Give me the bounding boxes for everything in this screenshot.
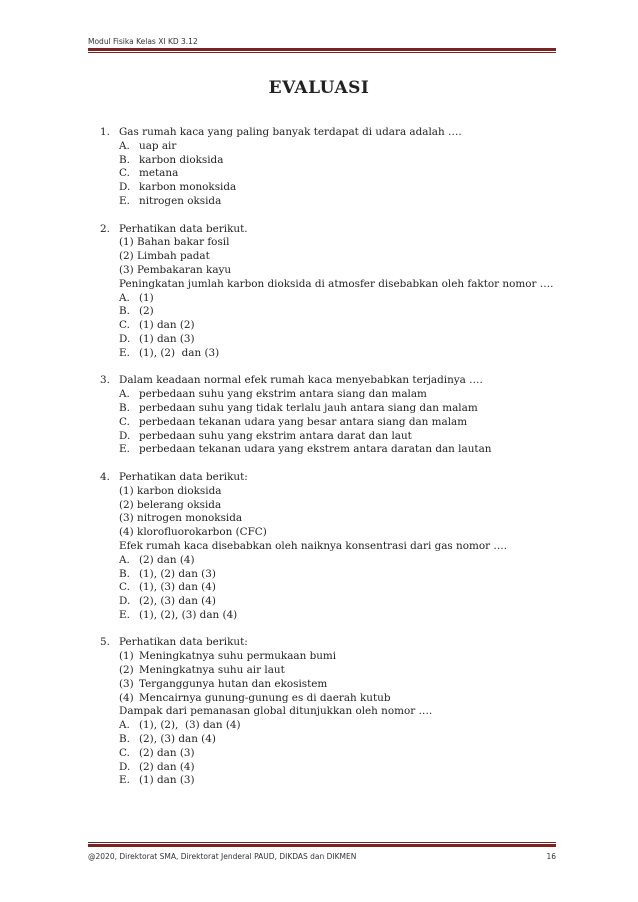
option-text: (2), (3) dan (4): [139, 595, 216, 608]
data-item: (1) karbon dioksida: [119, 484, 222, 497]
question-number: 3.: [100, 374, 110, 387]
option-b: [119, 733, 560, 747]
option-letter: C.: [119, 581, 130, 594]
option-letter: E.: [119, 608, 130, 621]
option-letter: A.: [119, 291, 130, 304]
question-2: [100, 223, 560, 361]
question-4: [100, 471, 560, 623]
option-d: [119, 595, 560, 609]
option-letter: E.: [119, 774, 130, 787]
data-item: (3) nitrogen monoksida: [119, 512, 243, 525]
page-number: 16: [546, 852, 556, 861]
header-rule-thin: [88, 52, 556, 53]
option-e: [119, 347, 560, 361]
option-letter: A.: [119, 719, 130, 732]
option-letter: D.: [119, 181, 131, 194]
option-text: karbon monoksida: [139, 181, 237, 194]
option-letter: A.: [119, 139, 130, 152]
option-letter: D.: [119, 760, 131, 773]
data-item: [119, 678, 560, 692]
option-c: [119, 416, 560, 430]
page-header: Modul Fisika Kelas XI KD 3.12: [88, 37, 198, 46]
option-text: perbedaan suhu yang ekstrim antara darat dan laut: [139, 429, 412, 442]
data-item-number: (3): [119, 677, 134, 690]
option-text: (2) dan (4): [139, 553, 195, 566]
data-item: [119, 664, 560, 678]
option-d: [119, 333, 560, 347]
option-text: karbon dioksida: [139, 153, 224, 166]
question-prompt: Peningkatan jumlah karbon dioksida di atmosfer disebabkan oleh faktor nomor ….: [119, 277, 554, 290]
option-b: [119, 402, 560, 416]
option-a: [119, 388, 560, 402]
option-c: [119, 167, 560, 181]
option-text: (1) dan (3): [139, 332, 195, 345]
option-c: [119, 319, 560, 333]
option-text: (1) dan (3): [139, 774, 195, 787]
data-item: (3) Pembakaran kayu: [119, 263, 232, 276]
option-letter: B.: [119, 153, 130, 166]
option-a: [119, 140, 560, 154]
question-list: [100, 126, 560, 802]
footer-rule-thin: [88, 842, 556, 843]
option-a: [119, 719, 560, 733]
question-prompt: Dampak dari pemanasan global ditunjukkan oleh nomor ….: [119, 705, 433, 718]
option-letter: E.: [119, 443, 130, 456]
question-number: 1.: [100, 126, 110, 138]
option-text: metana: [139, 167, 179, 180]
option-letter: D.: [119, 332, 131, 345]
option-text: (2): [139, 305, 154, 318]
option-c: [119, 581, 560, 595]
option-d: [119, 181, 560, 195]
question-stem: Dalam keadaan normal efek rumah kaca menyebabkan terjadinya ….: [119, 374, 483, 387]
question-1: [100, 126, 560, 209]
option-c: [119, 747, 560, 761]
data-item: [119, 692, 560, 706]
option-text: (2) dan (3): [139, 746, 195, 759]
footer-rule-thick: [88, 844, 556, 847]
question-stem: Perhatikan data berikut.: [119, 222, 248, 235]
option-text: perbedaan suhu yang ekstrim antara siang dan malam: [139, 388, 427, 401]
option-b: [119, 305, 560, 319]
option-d: [119, 761, 560, 775]
option-letter: A.: [119, 553, 130, 566]
question-number: 5.: [100, 636, 110, 649]
option-text: perbedaan suhu yang tidak terlalu jauh antara siang dan malam: [139, 401, 478, 414]
data-item-number: (4): [119, 691, 134, 704]
data-item: (2) Limbah padat: [119, 250, 210, 263]
option-a: [119, 554, 560, 568]
option-letter: D.: [119, 595, 131, 608]
option-letter: C.: [119, 746, 130, 759]
option-text: (1), (2), (3) dan (4): [139, 608, 238, 621]
option-letter: E.: [119, 194, 130, 207]
option-text: (1): [139, 291, 154, 304]
option-letter: E.: [119, 346, 130, 359]
data-item-number: (2): [119, 664, 134, 677]
option-letter: B.: [119, 733, 130, 746]
option-text: (2), (3) dan (4): [139, 733, 216, 746]
option-e: [119, 774, 560, 788]
option-text: (2) dan (4): [139, 760, 195, 773]
option-text: uap air: [139, 139, 177, 152]
option-text: (1), (2) dan (3): [139, 346, 220, 359]
option-a: [119, 292, 560, 306]
data-item-number: (1): [119, 650, 134, 663]
data-item: (1) Bahan bakar fosil: [119, 236, 230, 249]
option-letter: C.: [119, 167, 130, 180]
question-3: [100, 374, 560, 457]
option-letter: B.: [119, 305, 130, 318]
page-footer: @2020, Direktorat SMA, Direktorat Jenderal PAUD, DIKDAS dan DIKMEN: [88, 852, 357, 861]
option-letter: C.: [119, 415, 130, 428]
option-text: (1), (3) dan (4): [139, 581, 216, 594]
header-rule-thick: [88, 48, 556, 51]
option-b: [119, 568, 560, 582]
option-e: [119, 609, 560, 623]
option-d: [119, 430, 560, 444]
question-stem: Gas rumah kaca yang paling banyak terdapat di udara adalah ….: [119, 126, 462, 138]
question-stem: Perhatikan data berikut:: [119, 470, 248, 483]
option-letter: D.: [119, 429, 131, 442]
option-e: [119, 195, 560, 209]
question-number: 2.: [100, 222, 110, 235]
option-text: perbedaan tekanan udara yang besar antara siang dan malam: [139, 415, 468, 428]
data-item-text: Terganggunya hutan dan ekosistem: [139, 677, 328, 690]
option-text: (1), (2) dan (3): [139, 567, 216, 580]
question-stem: Perhatikan data berikut:: [119, 636, 248, 649]
data-item: [119, 650, 560, 664]
data-item-text: Meningkatnya suhu permukaan bumi: [139, 650, 337, 663]
page-title: EVALUASI: [268, 78, 370, 98]
option-text: (1), (2), (3) dan (4): [139, 719, 241, 732]
question-prompt: Efek rumah kaca disebabkan oleh naiknya konsentrasi dari gas nomor ….: [119, 539, 508, 552]
data-item: (2) belerang oksida: [119, 498, 222, 511]
data-item-text: Meningkatnya suhu air laut: [139, 664, 285, 677]
question-number: 4.: [100, 470, 110, 483]
option-e: [119, 443, 560, 457]
option-text: nitrogen oksida: [139, 194, 222, 207]
data-item-text: Mencairnya gunung-gunung es di daerah kutub: [139, 691, 391, 704]
data-item: (4) klorofluorokarbon (CFC): [119, 526, 267, 539]
question-5: [100, 636, 560, 788]
option-letter: B.: [119, 401, 130, 414]
option-text: perbedaan tekanan udara yang ekstrem antara daratan dan lautan: [139, 443, 492, 456]
option-b: [119, 154, 560, 168]
option-text: (1) dan (2): [139, 319, 195, 332]
option-letter: C.: [119, 319, 130, 332]
option-letter: B.: [119, 567, 130, 580]
option-letter: A.: [119, 388, 130, 401]
